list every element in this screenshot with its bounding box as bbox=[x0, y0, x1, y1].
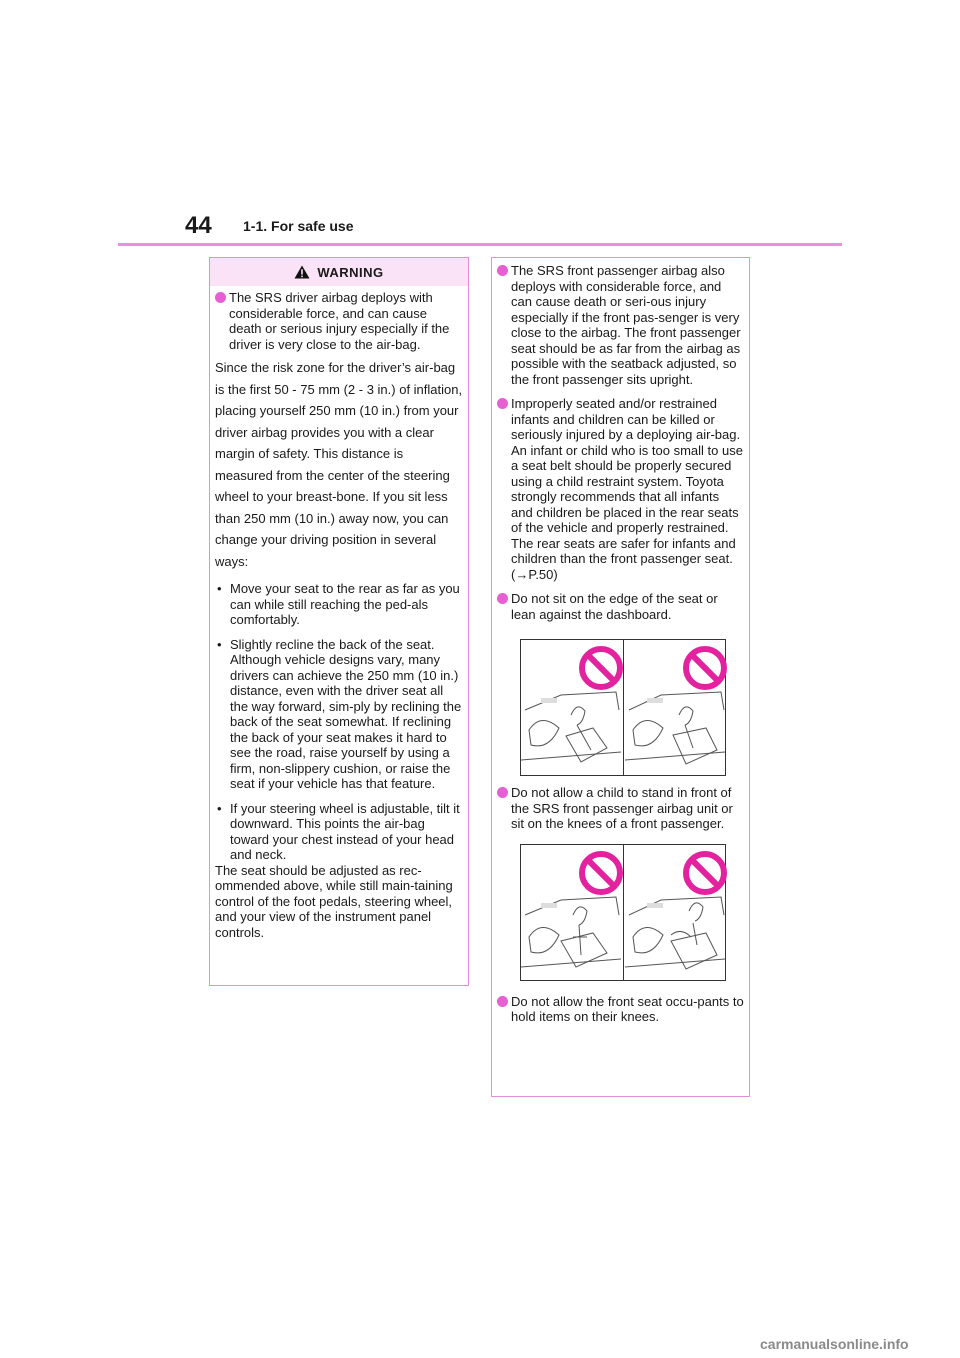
bullet-text: Improperly seated and/or restrained infants and children can be killed or seriously injured by a deploying air-bag. An infant or child who is too small to use a seat belt should be properly secured using a child restraint system. Toyota strongly recommends that all infants and children be placed in the rear seats of the vehicle and properly restrained. The rear seats are safer for infants and children than the front passenger seat. (→P.50) bbox=[511, 396, 743, 582]
bullet-text: Do not allow a child to stand in front of the SRS front passenger airbag unit or sit on the knees of a front passenger. bbox=[511, 785, 733, 831]
warning-box bbox=[209, 257, 469, 986]
header-rule bbox=[118, 243, 842, 246]
sub-item-text: Move your seat to the rear as far as you can while still reaching the ped-als comfortably. bbox=[230, 581, 460, 627]
bullet-icon bbox=[215, 292, 226, 303]
page-number: 44 bbox=[185, 212, 212, 239]
bullet-marker: • bbox=[217, 581, 222, 596]
warning-header bbox=[210, 258, 468, 286]
section-title: 1-1. For safe use bbox=[243, 218, 354, 234]
list-item bbox=[215, 801, 463, 863]
sub-item-text: If your steering wheel is adjustable, tilt it downward. This points the air-bag toward your chest instead of your head and neck. bbox=[230, 800, 460, 862]
risk-zone-paragraph: Since the risk zone for the driver’s air-bag is the first 50 - 75 mm (2 - 3 in.) of inflation, placing yourself 250 mm (10 in.) from your driver airbag provides you with a clear margin of safety. This distance is measured from the center of the steering wheel to your breast-bone. If you sit less than 250 mm (10 in.) away now, you can change your driving position in several ways: bbox=[215, 360, 463, 569]
bullet-icon bbox=[497, 996, 508, 1007]
list-item bbox=[497, 785, 744, 832]
illustration-seat-edge bbox=[520, 639, 726, 776]
illustration-divider bbox=[623, 640, 624, 775]
bullet-text: Do not sit on the edge of the seat or lean against the dashboard. bbox=[511, 591, 718, 622]
sub-item-text: Slightly recline the back of the seat. Although vehicle designs vary, many drivers can achieve the 250 mm (10 in.) distance, even with the driver seat all the way forward, sim-ply by reclining the back of the seat somewhat. If reclining the back of your seat makes it hard to see the road, raise yourself by using a firm, non-slippery cushion, or raise the seat if your vehicle has that feature. bbox=[230, 636, 462, 791]
illustration-child-stand bbox=[520, 844, 726, 981]
closing-paragraph: The seat should be adjusted as rec-ommended above, while still main-taining control of the foot pedals, steering wheel, and your view of the instrument panel controls. bbox=[215, 862, 453, 940]
list-item bbox=[497, 396, 744, 582]
bullet-text: The SRS front passenger airbag also deploys with considerable force, and can cause death or seri-ous injury especially if the front pas-senger is very close to the airbag. The front passenger seat should be as far from the airbag as possible with the seatback adjusted, so the front passenger sits upright. bbox=[511, 263, 741, 387]
warning-triangle-icon bbox=[294, 265, 310, 279]
car-interior-illustration bbox=[521, 640, 727, 777]
warning-title: WARNING bbox=[317, 264, 384, 280]
bullet-marker: • bbox=[217, 800, 222, 816]
bullet-icon bbox=[497, 593, 508, 604]
bullet-icon bbox=[497, 265, 508, 276]
list-item bbox=[497, 591, 744, 622]
car-interior-illustration bbox=[521, 845, 727, 982]
warning-box-continued bbox=[491, 257, 750, 1097]
list-item bbox=[497, 994, 744, 1025]
bullet-text: The SRS driver airbag deploys with considerable force, and can cause death or serious injury especially if the driver is very close to the air-bag. bbox=[229, 290, 450, 352]
bullet-text: Do not allow the front seat occu-pants to hold items on their knees. bbox=[511, 993, 744, 1024]
list-item bbox=[497, 263, 744, 387]
watermark: carmanualsonline.info bbox=[760, 1336, 909, 1352]
list-item bbox=[215, 290, 463, 352]
list-item bbox=[215, 637, 463, 792]
bullet-icon bbox=[497, 398, 508, 409]
bullet-icon bbox=[497, 787, 508, 798]
bullet-marker: • bbox=[217, 636, 222, 652]
illustration-divider bbox=[623, 845, 624, 980]
list-item bbox=[215, 581, 463, 628]
